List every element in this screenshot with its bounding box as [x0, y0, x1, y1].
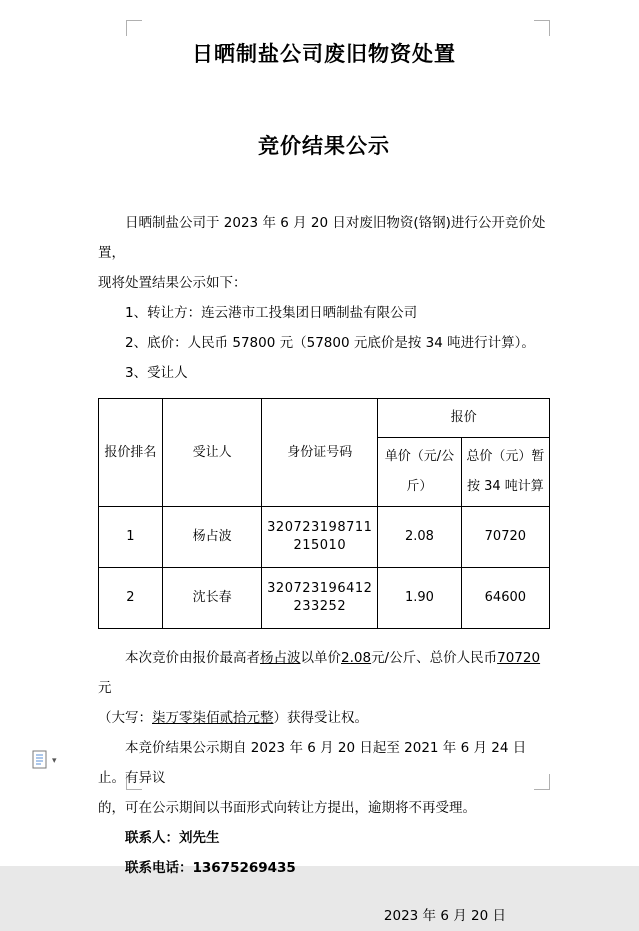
result-unit-price: 2.08: [341, 650, 372, 666]
notice-paragraph-line2: 的，可在公示期间以书面形式向转让方提出，逾期将不再受理。: [98, 800, 476, 816]
list-item-transferee: 3、受让人: [125, 365, 188, 381]
intro-paragraph-line2: 现将处置结果公示如下：: [98, 275, 247, 291]
document-date: 2023 年 6 月 20 日: [383, 908, 506, 924]
table-header-id-number: 身份证号码: [262, 399, 378, 507]
cell-total-price: 64600: [461, 568, 549, 629]
table-header-rank: 报价排名: [99, 399, 163, 507]
result-words-suffix: ）获得受让权。: [273, 710, 368, 726]
page-title: 日晒制盐公司废旧物资处置: [192, 42, 456, 66]
table-header-transferee: 受让人: [162, 399, 262, 507]
result-text-d: 元: [98, 680, 112, 696]
contact-phone: [98, 853, 550, 883]
attachment-widget[interactable]: [32, 750, 57, 770]
table-row: [99, 568, 550, 629]
cell-id-number: 320723198711215010: [262, 507, 378, 568]
document-icon: [32, 750, 50, 770]
cell-unit-price: 2.08: [378, 507, 462, 568]
cell-unit-price: 1.90: [378, 568, 462, 629]
table-header-total-price: 总价（元）暂按 34 吨计算: [461, 438, 549, 507]
table-header-unit-price: 单价（元/公斤）: [378, 438, 462, 507]
bid-results-table: [98, 398, 550, 629]
table-header-row-1: [99, 399, 550, 438]
result-text-c: 元/公斤、总价人民币: [371, 650, 498, 666]
cell-total-price: 70720: [461, 507, 549, 568]
cell-id-number: 320723196412233252: [262, 568, 378, 629]
intro-paragraph-line1: 日晒制盐公司于 2023 年 6 月 20 日对废旧物资(铬钢)进行公开竞价处置，: [98, 215, 546, 261]
table-header-price-group: 报价: [378, 399, 550, 438]
table-row: [99, 507, 550, 568]
result-paragraph-line1: [98, 643, 550, 703]
result-winner-name: 杨占波: [260, 650, 301, 666]
notice-paragraph-line1: 本竞价结果公示期自 2023 年 6 月 20 日起至 2021 年 6 月 24 日止。有异议: [98, 740, 527, 786]
result-total-price: 70720: [497, 650, 541, 666]
contact-phone-text: 联系电话：13675269435: [125, 860, 296, 876]
list-item-transferor: 1、转让方：连云港市工投集团日晒制盐有限公司: [125, 305, 418, 321]
chevron-down-icon[interactable]: ▾: [52, 754, 57, 765]
contact-person-text: 联系人：刘先生: [125, 830, 220, 846]
result-text-a: 本次竞价由报价最高者: [125, 650, 260, 666]
page-subtitle: 竞价结果公示: [258, 134, 390, 158]
result-amount-in-words: 柒万零柒佰贰拾元整: [152, 710, 274, 726]
list-item-base-price: 2、底价：人民币 57800 元（57800 元底价是按 34 吨进行计算）。: [125, 335, 535, 351]
cell-rank: 1: [99, 507, 163, 568]
document-body: [98, 30, 550, 931]
cell-rank: 2: [99, 568, 163, 629]
result-text-b: 以单价: [300, 650, 341, 666]
crop-mark-top-left-h: [126, 20, 142, 21]
document-content: [98, 208, 550, 931]
crop-mark-top-right-h: [534, 20, 550, 21]
cell-transferee: 杨占波: [162, 507, 262, 568]
cell-transferee: 沈长春: [162, 568, 262, 629]
contact-person: [98, 823, 550, 853]
result-paragraph-line2: [98, 703, 550, 733]
result-words-prefix: （大写：: [98, 710, 152, 726]
